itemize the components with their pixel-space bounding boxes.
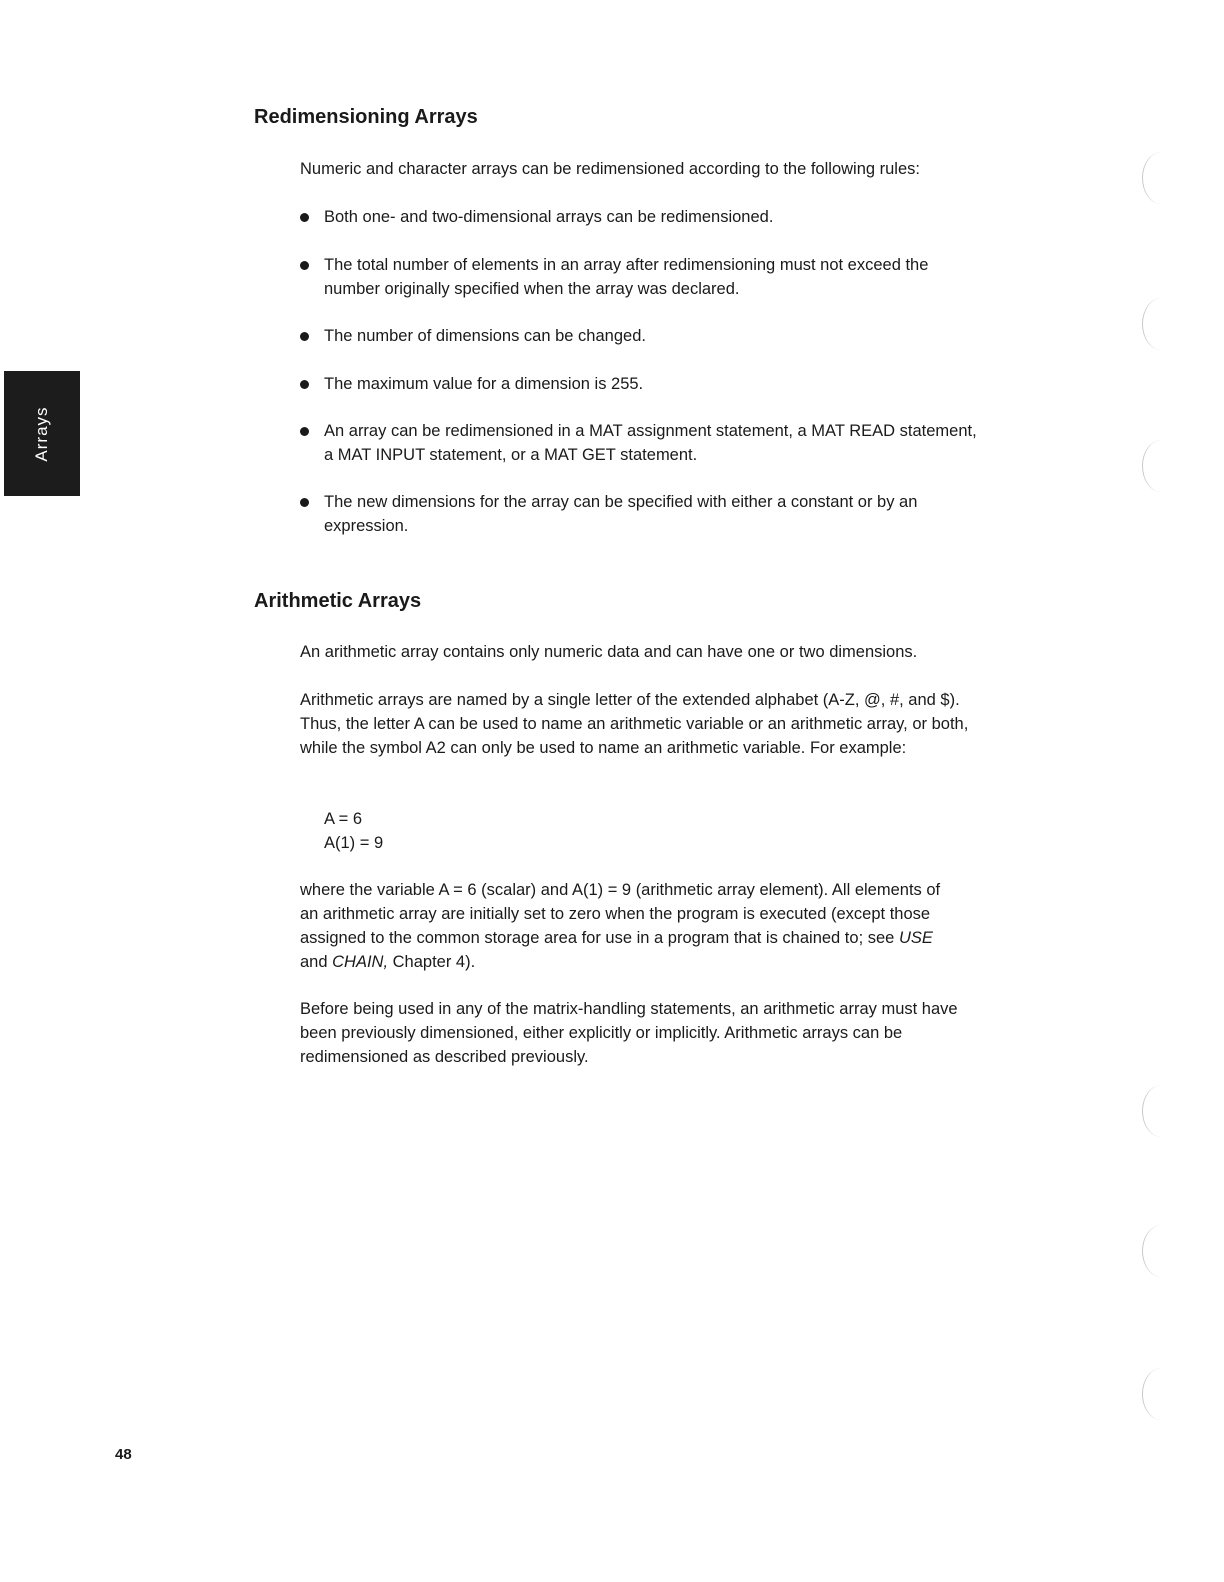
bullet-icon: [300, 427, 309, 436]
rule-item: The total number of elements in an array after redimensioning must not exceed the number originally specified when the array was declared.: [300, 253, 980, 301]
naming-paragraph: Arithmetic arrays are named by a single letter of the extended alphabet (A-Z, @, #, and $). Thus, the letter A can be used to name an arithmetic variable or an arithmetic array, or both, while the symbol A2 can only be used to name an arithmetic variable. For example:: [300, 691, 969, 757]
punch-hole-mark: [1142, 440, 1181, 492]
punch-hole-mark: [1142, 1368, 1181, 1420]
code-line: A = 6: [324, 810, 363, 828]
arithmetic-intro: An arithmetic array contains only numeric data and can have one or two dimensions.: [300, 643, 918, 661]
bullet-icon: [300, 261, 309, 270]
rule-item: The maximum value for a dimension is 255.: [300, 372, 980, 396]
dimensioning-paragraph: Before being used in any of the matrix-handling statements, an arithmetic array must have been previously dimensioned, either explicitly or implicitly. Arithmetic arrays can be redimensioned as described previously.: [300, 1000, 958, 1066]
rule-item: The number of dimensions can be changed.: [300, 324, 980, 348]
heading-arithmetic-arrays: Arithmetic Arrays: [254, 590, 422, 612]
bullet-icon: [300, 498, 309, 507]
rule-item: Both one- and two-dimensional arrays can be redimensioned.: [300, 205, 980, 229]
ref-use: USE: [898, 929, 933, 947]
rule-item: An array can be redimensioned in a MAT assignment statement, a MAT READ statement, a MAT INPUT statement, or a MAT GET statement.: [300, 419, 980, 467]
page-number: 48: [115, 1446, 132, 1463]
heading-redimensioning-arrays: Redimensioning Arrays: [254, 106, 478, 128]
punch-hole-mark: [1142, 1085, 1181, 1137]
bullet-icon: [300, 213, 309, 222]
side-tab-label: Arrays: [32, 405, 51, 462]
bullet-icon: [300, 380, 309, 389]
section-side-tab: [4, 371, 80, 496]
punch-hole-mark: [1142, 1225, 1181, 1277]
ref-chain: CHAIN,: [332, 953, 389, 971]
bullet-icon: [300, 332, 309, 341]
code-example: [324, 807, 383, 855]
punch-hole-mark: [1142, 298, 1181, 350]
code-line: A(1) = 9: [324, 834, 384, 852]
rule-item: The new dimensions for the array can be specified with either a constant or by an expression.: [300, 490, 920, 538]
redimension-intro: Numeric and character arrays can be redimensioned according to the following rules:: [300, 160, 920, 178]
punch-hole-mark: [1142, 152, 1181, 204]
initialization-paragraph: where the variable A = 6 (scalar) and A(1) = 9 (arithmetic array element). All elements of an arithmetic array are initially set to zero when the program is executed (except those assigned to the common storage area for use in a program that is chained to; see USE and CHAIN, Chapter 4).: [300, 881, 941, 971]
